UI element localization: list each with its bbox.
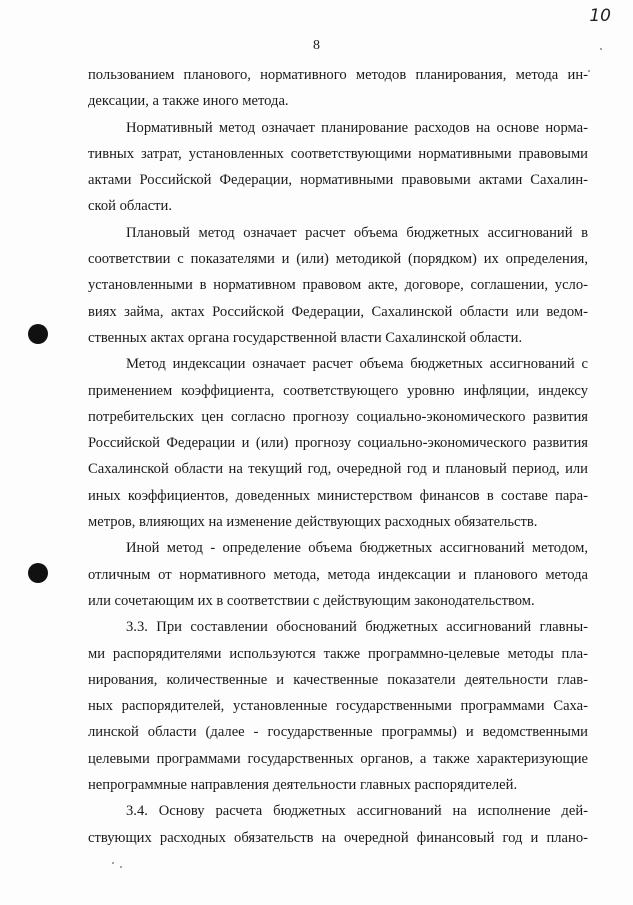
text-line: ствующих расходных обязательств на очередной финансовый год и плано- [88,829,588,846]
text-line: иных коэффициентов, доведенных министерством финансов в составе пара- [88,487,588,504]
text-line: Метод индексации означает расчет объема бюджетных ассигнований с [126,356,588,373]
text-line: актами Российской Федерации, нормативными правовыми актами Сахалин- [88,172,588,189]
text-line: Плановый метод означает расчет объема бюджетных ассигнований в [126,224,588,241]
text-line: Российской Федерации и (или) прогнозу социально-экономического развития [88,435,588,452]
text-line: виях займа, актах Российской Федерации, Сахалинской области или ведом- [88,303,588,320]
scan-speck [120,866,122,868]
text-line: 3.3. При составлении обоснований бюджетных ассигнований главны- [126,619,588,636]
document-body [88,62,588,851]
scan-speck [600,48,602,50]
page-number: 8 [313,38,320,53]
text-line: ми распорядителями используются также программно-целевые методы пла- [88,645,588,662]
scan-speck [112,862,114,864]
text-line: нирования, количественные и качественные показатели деятельности глав- [88,671,588,688]
text-line: Сахалинской области на текущий год, очередной год и плановый период, или [88,461,588,478]
text-line: применением коэффициента, соответствующего уровню инфляции, индексу [88,382,588,399]
text-line: пользованием планового, нормативного методов планирования, метода ин- [88,67,588,83]
text-line: метров, влияющих на изменение действующих расходных обязательств. [88,514,538,531]
text-line: или сочетающим их в соответствии с действующим законодательством. [88,592,535,609]
text-line: Нормативный метод означает планирование расходов на основе норма- [126,119,588,136]
text-line: ных распорядителей, установленные государственными программами Саха- [88,698,588,715]
text-line: тивных затрат, установленных соответствующими нормативными правовыми [88,145,588,162]
text-line: 3.4. Основу расчета бюджетных ассигнований на исполнение дей- [126,803,588,820]
text-line: соответствии с показателями и (или) методикой (порядком) их определения, [88,251,588,268]
text-line: установленными в нормативном правовом акте, договоре, соглашении, усло- [88,277,588,294]
text-line: ской области. [88,198,173,215]
text-line: ственных актах органа государственной власти Сахалинской области. [88,329,523,346]
text-line: целевыми программами государственных органов, а также характеризующие [88,750,588,767]
text-line: непрограммные направления деятельности главных распорядителей. [88,777,518,794]
text-line: линской области (далее - государственные программы) и ведомственными [88,724,588,741]
text-line: потребительских цен согласно прогнозу социально-экономического развития [88,408,588,425]
handwritten-sheet-number: 10 [589,6,611,26]
text-line: Иной метод - определение объема бюджетных ассигнований методом, [126,540,588,557]
punch-hole-icon [28,324,48,344]
text-line: дексации, а также иного метода. [88,93,289,110]
scan-speck [588,70,590,72]
text-line: отличным от нормативного метода, метода индексации и планового метода [88,566,588,583]
punch-hole-icon [28,563,48,583]
